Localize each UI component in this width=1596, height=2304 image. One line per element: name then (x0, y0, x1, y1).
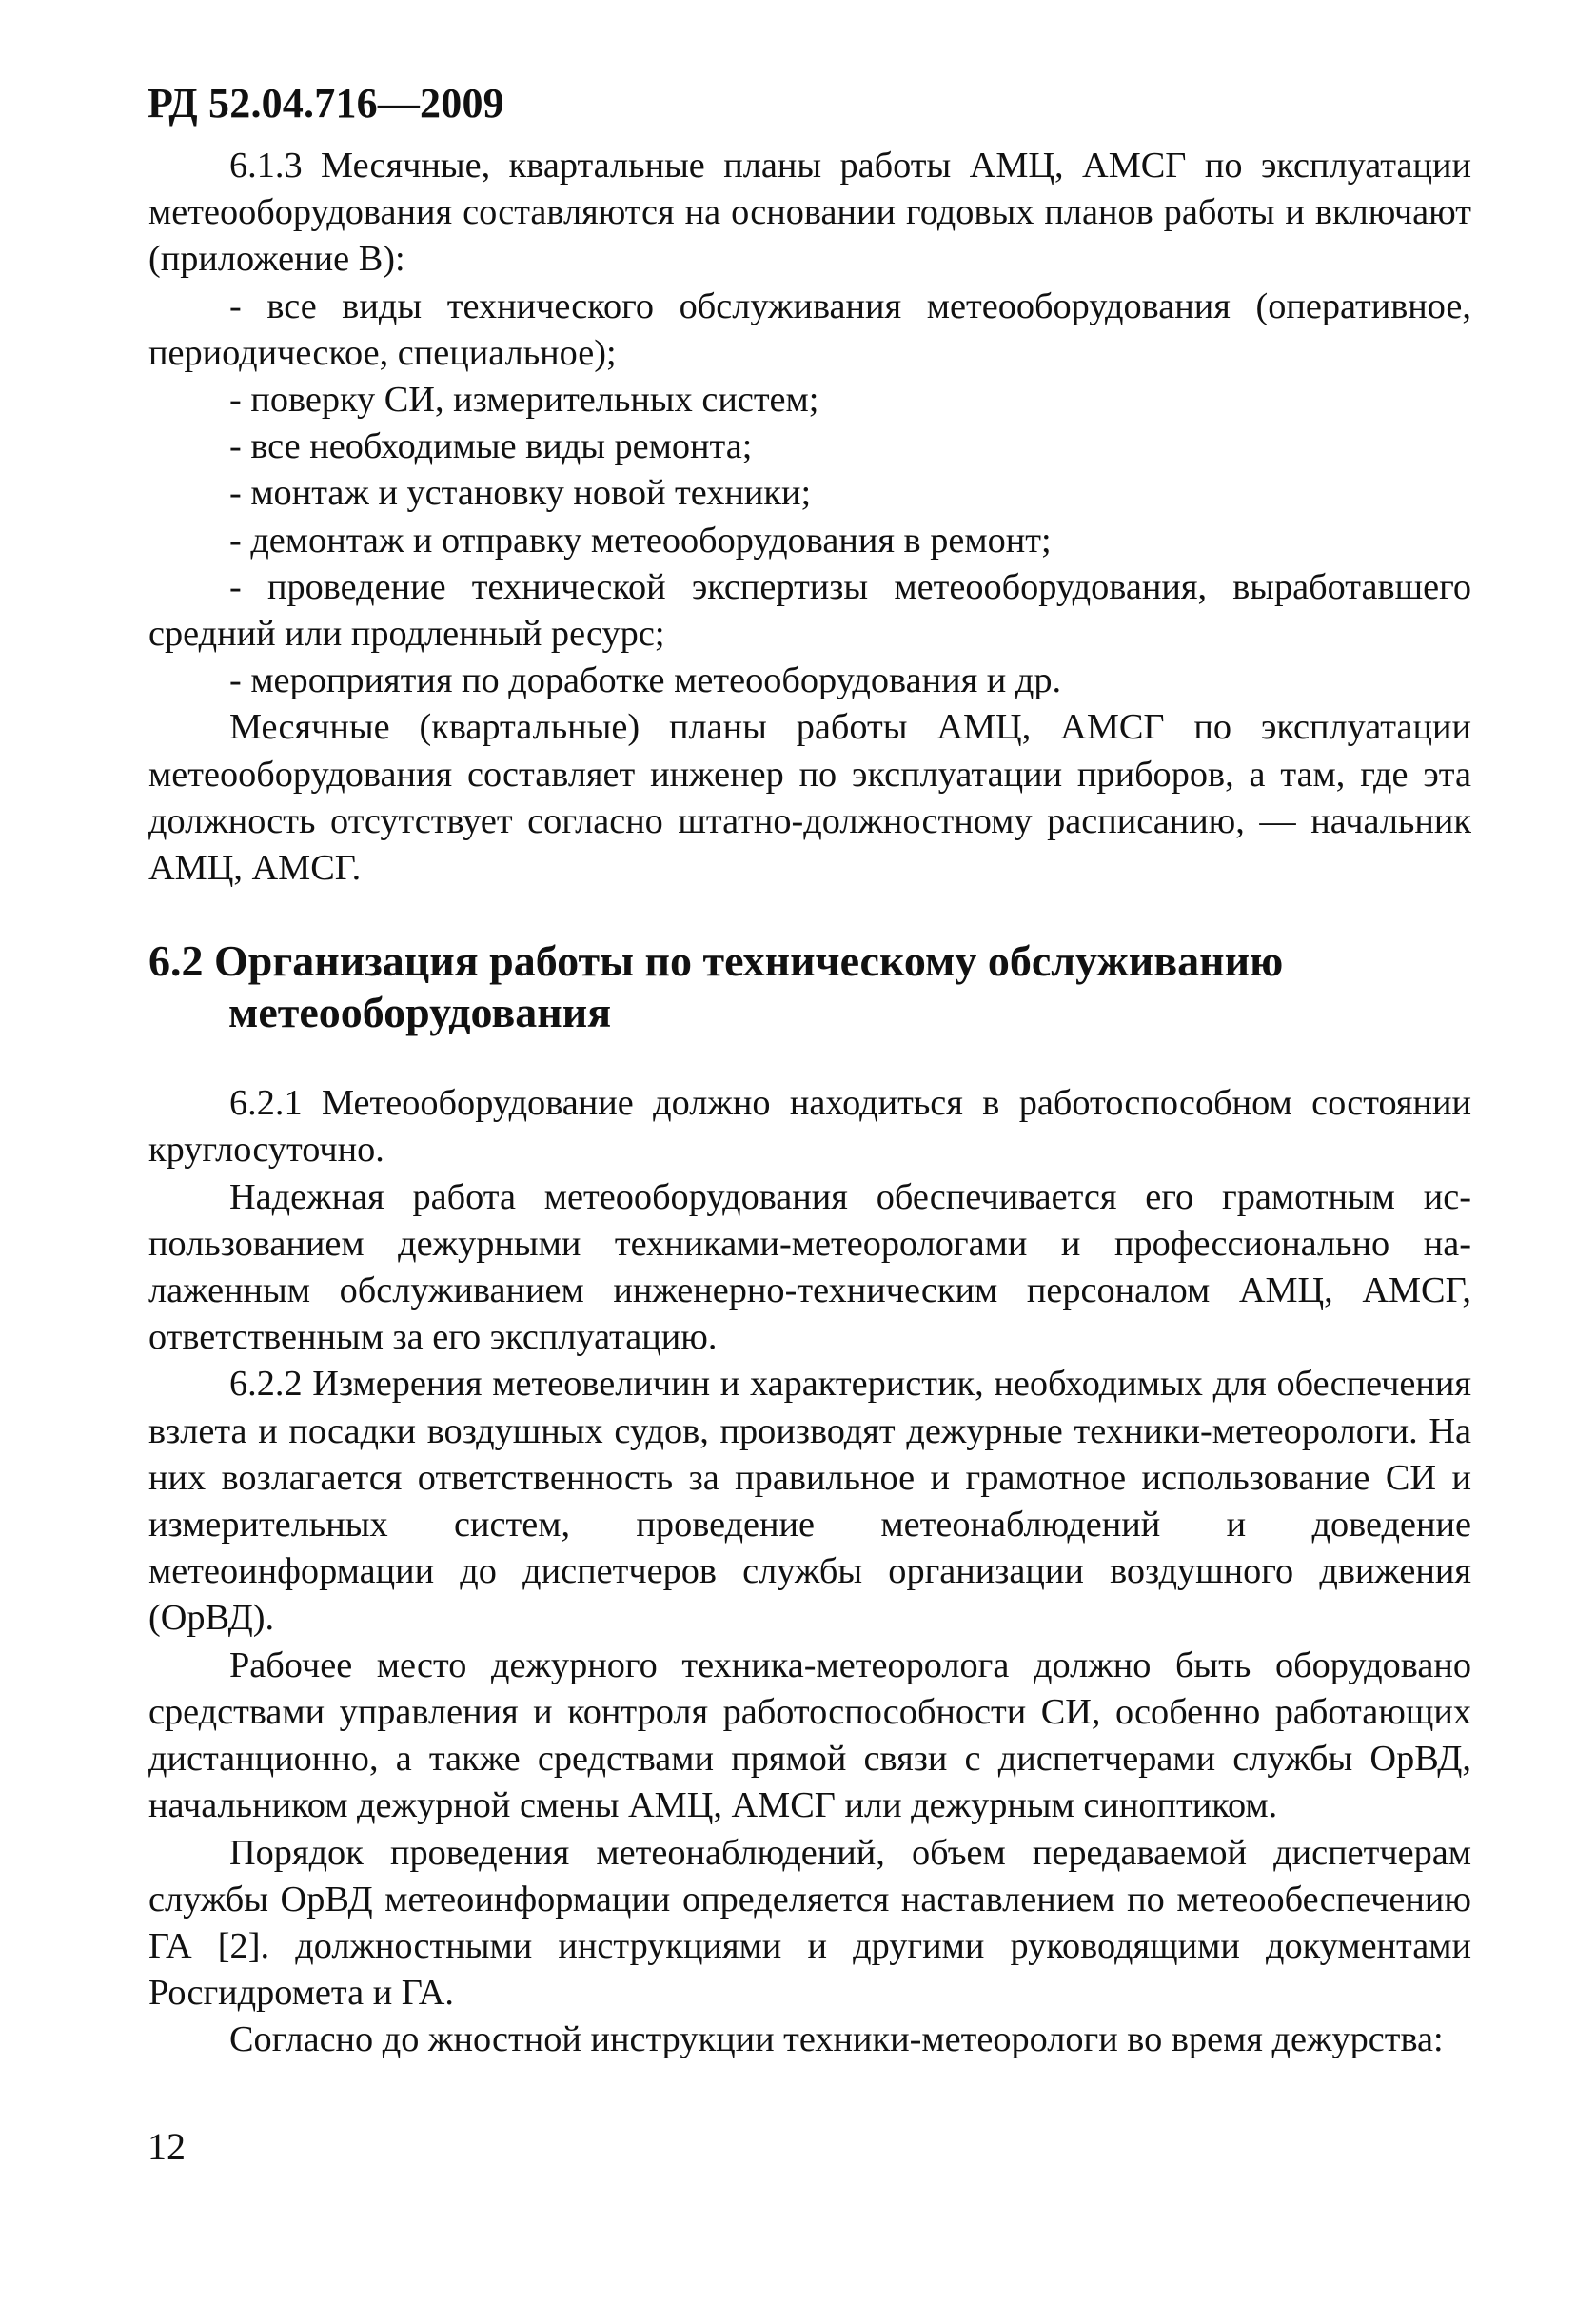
list-item: - все виды технического обслуживания метеооборудования (оперативное, периодическое, специальное); (148, 286, 1471, 373)
page-number: 12 (148, 2125, 186, 2168)
list-item: - все необходимые виды ремонта; (229, 426, 753, 467)
paragraph: Порядок проведения метеонаблюдений, объем передаваемой диспетчерам службы ОрВД метеоинформации определяется наставлением по метеообеспечению ГА [2]. должностными инструкциями и другими руководящими документами Росгидромета и ГА. (148, 1832, 1471, 2014)
body-text (148, 143, 1471, 2064)
paragraph: Месячные (квартальные) планы работы АМЦ, АМСГ по эксплуатации метеооборудования составляет инженер по эксплуатации приборов, а там, где эта должность отсутствует согласно штатно-должностному расписанию, — начальник АМЦ, АМСГ. (148, 707, 1471, 889)
paragraph-6-2-1: 6.2.1 Метеооборудование должно находиться в работоспособном состоянии круглосуточно. (148, 1083, 1471, 1171)
section-heading-6-2: 6.2 Организация работы по техническому обслуживанию метеооборудования (148, 936, 1284, 1037)
paragraph: Рабочее место дежурного техника-метеоролога должно быть оборудовано средствами управления и контроля работоспособности СИ, особенно работающих дистанционно, а также средствами прямой связи с диспетчерами службы ОрВД, начальником дежурной смены АМЦ, АМСГ или дежурным синоптиком. (148, 1644, 1471, 1826)
running-header: РД 52.04.716—2009 (148, 80, 504, 127)
paragraph: Согласно до жностной инструкции техники-метеорологи во время дежурства: (229, 2019, 1444, 2060)
list-item: - монтаж и установку новой техники; (229, 473, 812, 514)
list-item: - проведение технической экспертизы метеооборудования, выработавшего средний или продленный ресурс; (148, 566, 1471, 655)
paragraph-6-2-2: 6.2.2 Измерения метеовеличин и характеристик, необходимых для обеспечения взлета и посадки воздушных судов, производят дежурные техники-метеорологи. На них возлагается ответственность за правильное и грамотное использование СИ и измерительных систем, проведение метеонаблюдений и доведение метеоинформации до диспетчеров службы организации воздушного движения (ОрВД). (148, 1364, 1471, 1639)
paragraph: Надежная работа метеооборудования обеспечивается его грамотным использованием дежурными техниками-метеорологами и профессионально налаженным обслуживанием инженерно-техническим персоналом АМЦ, АМСГ, ответственным за его эксплуатацию. (148, 1176, 1471, 1358)
list-item: - демонтаж и отправку метеооборудования в ремонт; (229, 520, 1052, 561)
paragraph-6-1-3: 6.1.3 Месячные, квартальные планы работы АМЦ, АМСГ по эксплуатации метеооборудования составляются на основании годовых планов работы и включают (приложение В): (148, 146, 1471, 280)
list-item: - мероприятия по доработке метеооборудования и др. (229, 660, 1062, 701)
list-item: - поверку СИ, измерительных систем; (229, 380, 819, 421)
